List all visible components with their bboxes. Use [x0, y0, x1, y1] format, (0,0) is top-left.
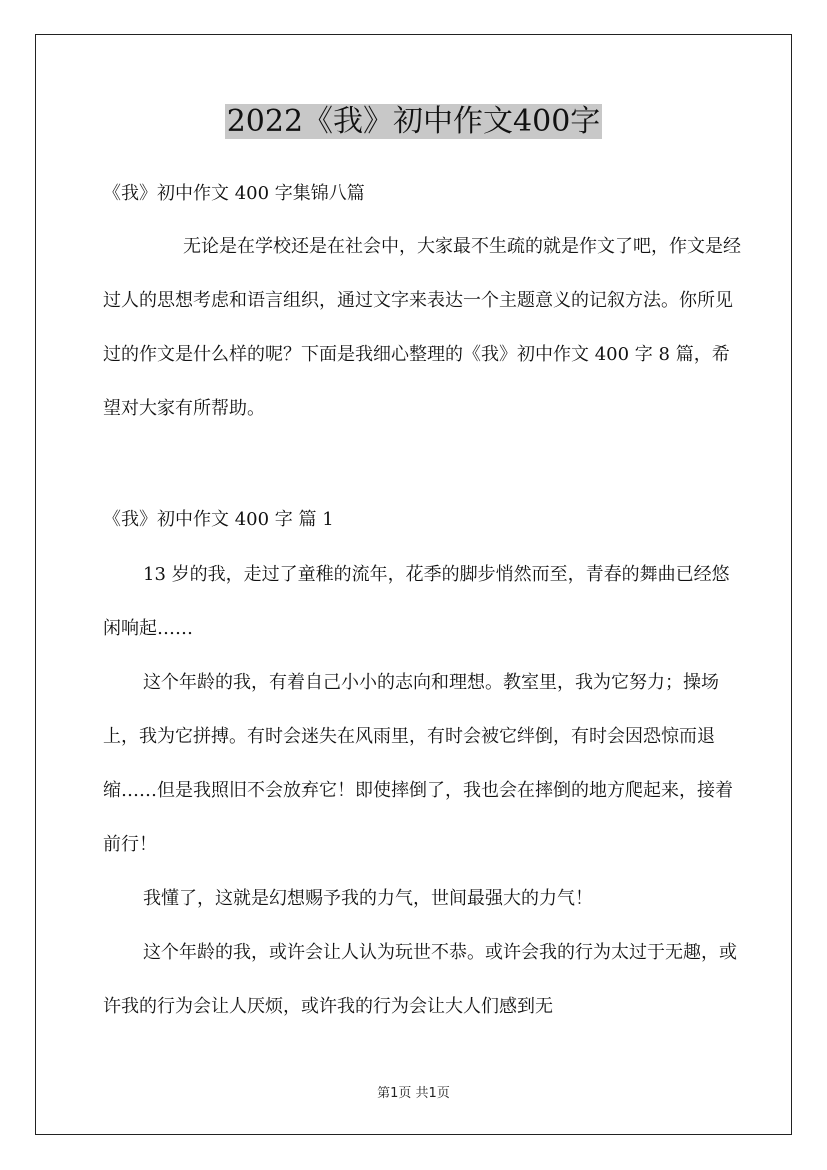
body-paragraph: 这个年龄的我，有着自己小小的志向和理想。教室里，我为它努力；操场上，我为它拼搏。有时会迷失在风雨里，有时会被它绊倒，有时会因恐惊而退缩……但是我照旧不会放弃它！即使摔倒了，我也会在摔倒的地方爬起来，接着前行！ [103, 672, 733, 855]
intro-paragraph: 无论是在学校还是在社会中，大家最不生疏的就是作文了吧，作文是经过人的思想考虑和语言组织，通过文字来表达一个主题意义的记叙方法。你所见过的作文是什么样的呢？下面是我细心整理的《我》初中作文 400 字 8 篇，希望对大家有所帮助。 [103, 236, 741, 419]
body-paragraph: 这个年龄的我，或许会让人认为玩世不恭。或许会我的行为太过于无趣，或许我的行为会让人厌烦，或许我的行为会让大人们感到无 [103, 942, 737, 1017]
body-paragraph: 13 岁的我，走过了童稚的流年，花季的脚步悄然而至，青春的舞曲已经悠闲响起…… [103, 564, 730, 639]
section-heading: 《我》初中作文 400 字 篇 1 [103, 509, 334, 530]
body-paragraph: 我懂了，这就是幻想赐予我的力气，世间最强大的力气！ [143, 888, 593, 909]
section-body [103, 548, 743, 1034]
document-title-wrap [0, 102, 827, 142]
document-title: 2022《我》初中作文400字 [226, 104, 601, 139]
document-subtitle: 《我》初中作文 400 字集锦八篇 [103, 183, 365, 204]
page-footer: 第1页 共1页 [377, 1086, 450, 1101]
